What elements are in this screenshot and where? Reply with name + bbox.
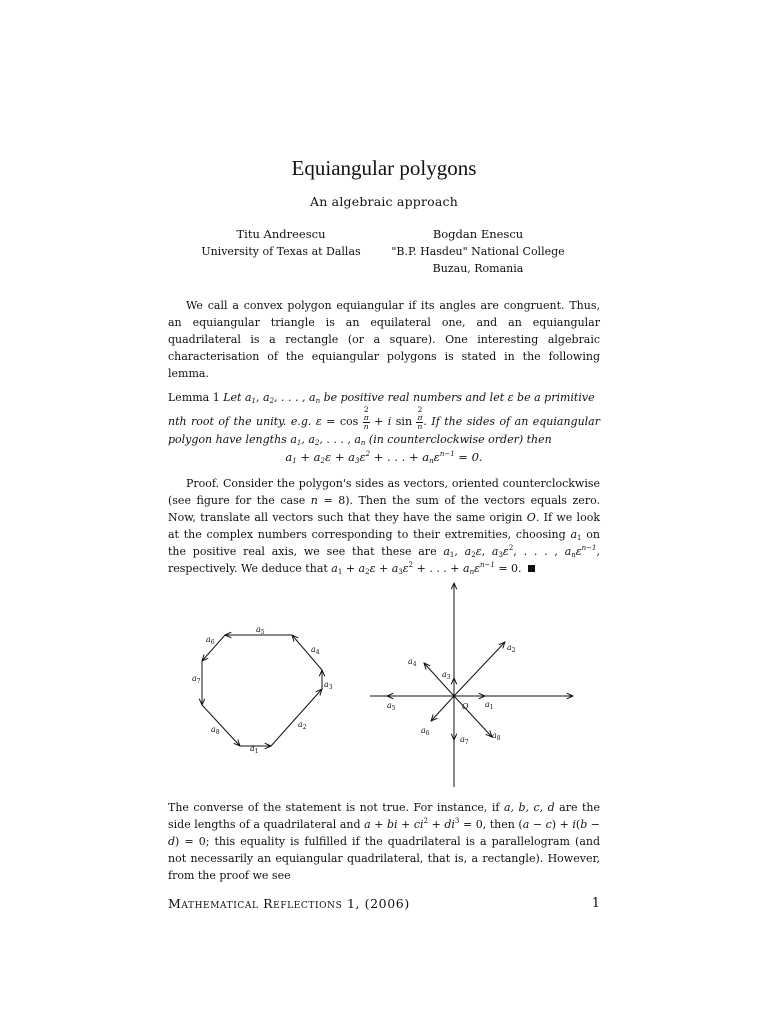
- proof-paragraph: Proof. Consider the polygon's sides as vectors, oriented counterclockwise (see figure for the case n = 8). Then the sum of the vectors equals zero. Now, translate all vectors such that they have the same origin O. If we look at the complex numbers corresponding to their extremities, choosing $a_1$ on the positive real axis, we see that these are $a_1$, $a_2\varepsilon$, $a_3\varepsilon^2$, . . . , $a_n\varepsilon^{n-1}$, respectively. We deduce that $a_1 + a_2\varepsilon + a_3\varepsilon^2$ + . . . + $a_n\varepsilon^{n-1} = 0$.: [168, 477, 600, 576]
- lemma-text: Let $a_1$, $a_2$, . . . , $a_n$ be positive real numbers and let ε be a primitive nth root of the unity. e.g. ε = cos 2 π n + i sin 2 π n . If the sides of an equiangular polygon have lengths $a_1$, $a_2$, . . . , $a_n$ (in counterclockwise order) then: [168, 391, 600, 447]
- polygon-label-a4: $a_4$: [311, 645, 320, 656]
- author-name: Bogdan Enescu: [432, 227, 524, 241]
- polygon-label-a3: $a_3$: [324, 680, 333, 691]
- lemma-equation: $a_1 + a_2\varepsilon + a_3\varepsilon^2$ + . . . + $a_n\varepsilon^{n-1} = 0$.: [285, 450, 483, 465]
- origin-label: O: [462, 702, 469, 711]
- vector-label-a6: $a_6$: [421, 726, 430, 737]
- author-block-2: [380, 226, 576, 277]
- qed-square: [528, 565, 535, 572]
- intro-paragraph: We call a convex polygon equiangular if its angles are congruent. Thus, an equiangular triangle is an equilateral one, and an equiangular quadrilateral is a rectangle (or a square). One interesting algebraic characterisation of the equiangular polygons is stated in the following lemma.: [168, 299, 600, 380]
- polygon-label-a5: $a_5$: [256, 625, 265, 636]
- vector-label-a4: $a_4$: [408, 657, 417, 668]
- polygon-side-a8: [202, 705, 240, 746]
- polygon-side-a2: [271, 689, 322, 746]
- vector-a6: [431, 696, 454, 721]
- polygon-label-a1: $a_1$: [250, 744, 259, 755]
- footer-journal: Mathematical Reflections 1, (2006): [168, 896, 410, 911]
- vector-label-a5: $a_5$: [387, 701, 396, 712]
- proof-label: Proof.: [186, 477, 220, 490]
- figure: [180, 575, 600, 790]
- author-name: Titu Andreescu: [236, 227, 326, 241]
- vector-label-a7: $a_7$: [460, 735, 469, 746]
- octagon-labels: [192, 625, 333, 755]
- lemma-label: Lemma 1: [168, 391, 220, 404]
- converse-paragraph: The converse of the statement is not true. For instance, if a, b, c, d are the side lengths of a quadrilateral and a + bi + $ci^2 + di^3 = 0$, then (a − c) + i(b − d) = 0; this equality is fulfilled if the quadrilateral is a parallelogram (and not necessarily an equiangular quadrilateral, that is, a rectangle). However, from the proof we see: [168, 801, 601, 882]
- polygon-label-a8: $a_8$: [211, 725, 220, 736]
- polygon-label-a7: $a_7$: [192, 674, 201, 685]
- vector-label-a2: $a_2$: [507, 643, 516, 654]
- page-number: 1: [591, 896, 600, 911]
- author-affiliation: "B.P. Hasdeu" National College: [391, 245, 565, 258]
- vector-label-a8: $a_8$: [492, 731, 501, 742]
- vector-a2: [454, 642, 505, 696]
- author-block-1: [190, 226, 372, 260]
- vector-label-a3: $a_3$: [442, 670, 451, 681]
- vector-label-a1: $a_1$: [485, 700, 494, 711]
- paper-subtitle: An algebraic approach: [310, 194, 458, 209]
- author-affiliation: University of Texas at Dallas: [201, 245, 361, 258]
- paper-title: Equiangular polygons: [291, 156, 477, 180]
- author-affiliation-city: Buzau, Romania: [432, 262, 524, 275]
- lemma-paragraph: [168, 389, 600, 448]
- polygon-label-a2: $a_2$: [298, 720, 307, 731]
- vector-labels: [387, 643, 516, 746]
- vector-diagram: [370, 583, 573, 787]
- polygon-label-a6: $a_6$: [206, 635, 215, 646]
